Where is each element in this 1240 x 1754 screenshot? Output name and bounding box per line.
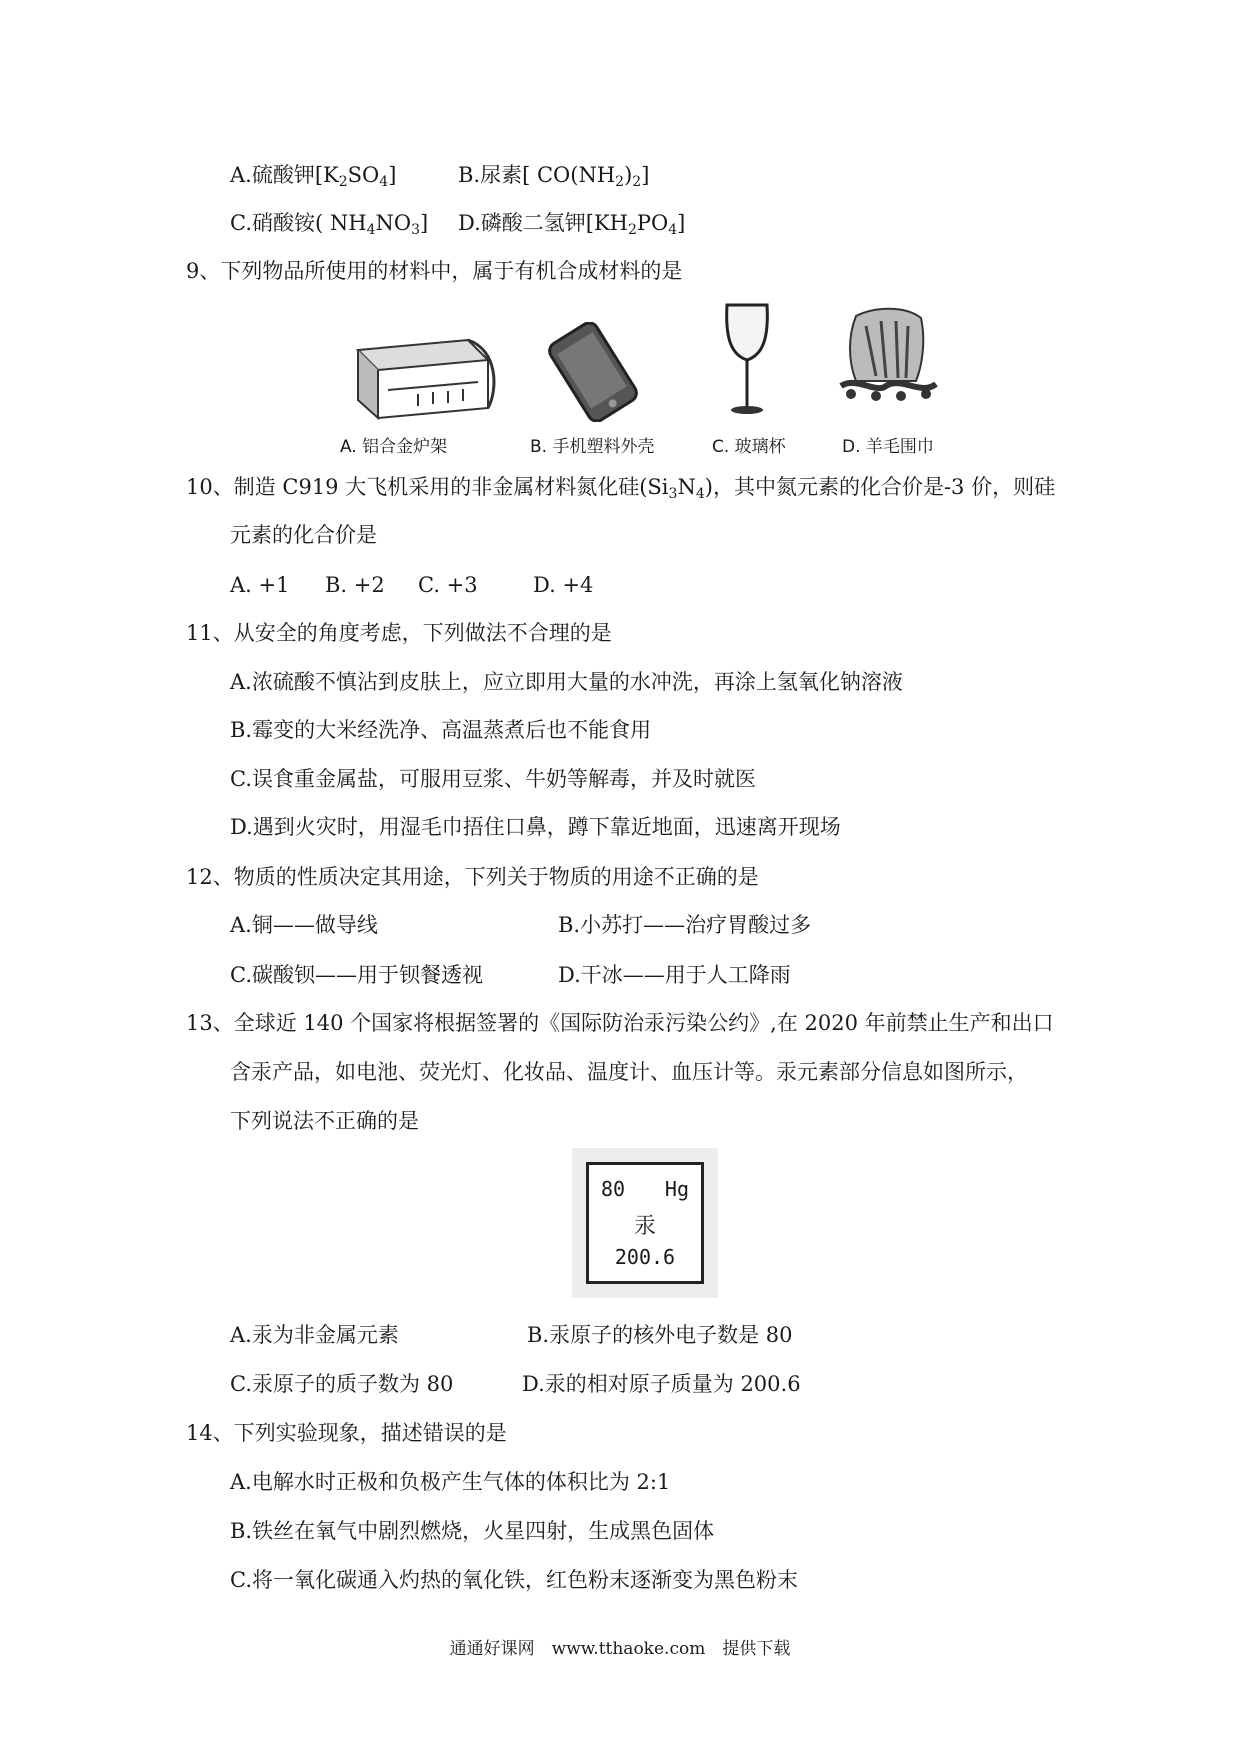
q12-option-c: C.碳酸钡——用于钡餐透视 xyxy=(230,963,483,987)
stove-rack-image xyxy=(348,330,498,430)
q13-option-a: A.汞为非金属元素 xyxy=(230,1323,399,1347)
q8-option-a: A.硫酸钾$[K_2SO_4]$ xyxy=(230,163,397,190)
q8-option-d: D.磷酸二氢钾$[KH_2PO_4]$ xyxy=(458,211,686,238)
q12-option-b: B.小苏打——治疗胃酸过多 xyxy=(558,913,812,937)
q11-option-c: C.误食重金属盐，可服用豆浆、牛奶等解毒，并及时就医 xyxy=(230,767,756,791)
mercury-element-card xyxy=(572,1148,718,1298)
q12-option-d: D.干冰——用于人工降雨 xyxy=(558,963,791,987)
q14-option-c: C.将一氧化碳通入灼热的氧化铁，红色粉末逐渐变为黑色粉末 xyxy=(230,1568,798,1592)
q8-option-c: C.硝酸铵( $NH_4NO_3$] xyxy=(230,211,429,238)
q13-option-b: B.汞原子的核外电子数是 80 xyxy=(527,1323,793,1347)
q13-option-c: C.汞原子的质子数为 80 xyxy=(230,1372,454,1396)
q13-stem-line2: 含汞产品，如电池、荧光灯、化妆品、温度计、血压计等。汞元素部分信息如图所示， xyxy=(230,1060,1028,1084)
page-footer: 通通好课网 www.tthaoke.com 提供下载 xyxy=(449,1639,791,1659)
element-symbol: Hg xyxy=(664,1177,689,1201)
q9-caption-a: A. 铝合金炉架 xyxy=(340,437,448,457)
q10-option-b: B. +2 xyxy=(325,573,385,597)
q10-stem: 10、制造 C919 大飞机采用的非金属材料氮化硅$(Si_3N_4)$，其中氮元素的化合价是-3 价，则硅 xyxy=(186,475,1056,502)
q9-caption-b: B. 手机塑料外壳 xyxy=(530,437,655,457)
q14-option-a: A.电解水时正极和负极产生气体的体积比为 2:1 xyxy=(230,1470,671,1494)
element-card-frame xyxy=(586,1162,704,1284)
q13-option-d: D.汞的相对原子质量为 200.6 xyxy=(522,1372,801,1396)
wine-glass-image xyxy=(717,300,777,420)
q13-stem-line3: 下列说法不正确的是 xyxy=(230,1109,419,1133)
q8-option-b: B.尿素[ $CO(NH_2)_2$] xyxy=(458,163,650,190)
wool-scarf-image xyxy=(826,306,946,406)
q10-stem-line2: 元素的化合价是 xyxy=(230,523,377,547)
element-name: 汞 xyxy=(633,1214,656,1239)
atomic-mass: 200.6 xyxy=(614,1245,676,1269)
q9-caption-c: C. 玻璃杯 xyxy=(712,437,786,457)
q12-stem: 12、物质的性质决定其用途，下列关于物质的用途不正确的是 xyxy=(186,865,759,889)
atomic-number: 80 xyxy=(601,1177,626,1201)
q11-option-b: B.霉变的大米经洗净、高温蒸煮后也不能食用 xyxy=(230,718,652,742)
q13-stem-line1: 13、全球近 140 个国家将根据签署的《国际防治汞污染公约》,在 2020 年前禁止生产和出口 xyxy=(186,1011,1054,1035)
q11-option-a: A.浓硫酸不慎沾到皮肤上，应立即用大量的水冲洗，再涂上氢氧化钠溶液 xyxy=(230,670,903,694)
q10-option-a: A. +1 xyxy=(230,573,290,597)
q10-option-d: D. +4 xyxy=(533,573,594,597)
q12-option-a: A.铜——做导线 xyxy=(230,913,378,937)
q14-stem: 14、下列实验现象，描述错误的是 xyxy=(186,1421,507,1445)
q9-stem: 9、下列物品所使用的材料中，属于有机合成材料的是 xyxy=(186,259,683,283)
phone-case-image xyxy=(538,322,648,422)
q11-stem: 11、从安全的角度考虑，下列做法不合理的是 xyxy=(186,621,612,645)
q9-caption-d: D. 羊毛围巾 xyxy=(842,437,934,457)
q14-option-b: B.铁丝在氧气中剧烈燃烧，火星四射，生成黑色固体 xyxy=(230,1519,715,1543)
q11-option-d: D.遇到火灾时，用湿毛巾捂住口鼻，蹲下靠近地面，迅速离开现场 xyxy=(230,815,841,839)
q10-option-c: C. +3 xyxy=(418,573,478,597)
